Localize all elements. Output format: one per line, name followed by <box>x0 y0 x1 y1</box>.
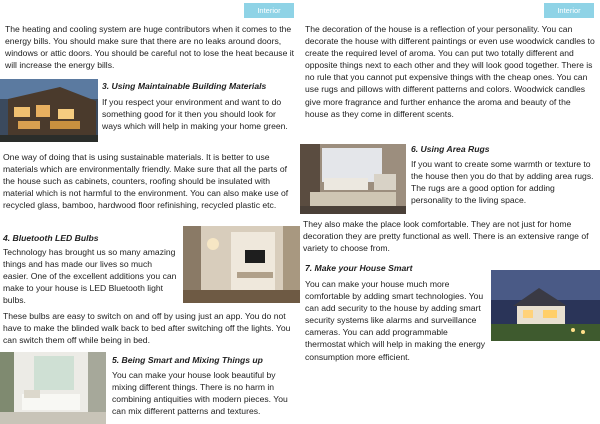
intro-paragraph: The heating and cooling system are huge contributors when it comes to the energy bills. You should make sure that there are no leaks around doors, windows or attic doors. You should be careful not to lose the heat because it will increase the energy bills. <box>5 24 295 71</box>
section-3-paragraph-2: One way of doing that is using sustainable materials. It is better to use materials which are environmentally friendly. Make sure that all the parts of the house such as cabinets, counters, roofing should be insulated with material which is not harmful to the environment. You can also make use of recycled glass, bamboo, hardwood floor refinishing, recycled plastic etc. <box>3 152 289 211</box>
living-room-rug-photo <box>300 144 406 214</box>
smart-house-night-photo <box>491 270 600 341</box>
intro-paragraph: The decoration of the house is a reflection of your personality. You can decorate the house with different paintings or even use woodwick candles to create the required level of aroma. You can put two totally different and opposite things next to each other and they will look good together. There is no rule that you cannot put expensive things with the cheap ones. You can use rugs and pillows with different patterns and colors. Woodwick candles give more fragrance and further enhance the aroma and beauty of the house as they come in different scents. <box>305 24 595 119</box>
section-6-paragraph-2: They also make the place look comfortable. They are not just for home decoration they are pretty functional as well. There is an extensive range of variety to choose from. <box>303 219 589 254</box>
category-tag: Interior <box>244 3 294 18</box>
section-5-paragraph: You can make your house look beautiful by mixing different things. There is no harm in combining antiquities with modern pieces. You can mix different patterns and textures. <box>112 370 288 417</box>
right-page <box>300 0 600 424</box>
section-6-title: 6. Using Area Rugs <box>411 144 490 154</box>
section-6-paragraph-1: If you want to create some warmth or texture to the house then you do that by adding area rugs. The rugs are a good option for adding personality to the living space. <box>411 159 594 206</box>
white-interior-photo <box>0 352 106 424</box>
section-4-paragraph-2: These bulbs are easy to switch on and off by using just an app. You do not have to make the blinded walk back to bed after switching off the lights. You can switch them off while being in bed. <box>3 311 291 346</box>
section-3-title: 3. Using Maintainable Building Materials <box>102 81 267 91</box>
section-3-paragraph-1: If you respect your environment and want to do something good for it then you should look for ways which will help in making your home green. <box>102 97 288 132</box>
category-tag: Interior <box>544 3 594 18</box>
modern-house-photo <box>0 79 98 142</box>
section-5-title: 5. Being Smart and Mixing Things up <box>112 355 263 365</box>
living-room-photo <box>183 226 300 303</box>
section-7-title: 7. Make your House Smart <box>305 263 413 273</box>
section-7-paragraph: You can make your house much more comfortable by adding smart technologies. You can add security to the house by adding smart security systems like alarms and surveillance cameras. You can add programmable thermostat which will help in making the energy consumption more efficient. <box>305 279 486 362</box>
section-4-title: 4. Bluetooth LED Bulbs <box>3 233 99 243</box>
section-4-paragraph-1: Technology has brought us so many amazing things and has made our lives so much easier. One of the excellent additions you can make to your house is LED Bluetooth light bulbs. <box>3 247 177 306</box>
